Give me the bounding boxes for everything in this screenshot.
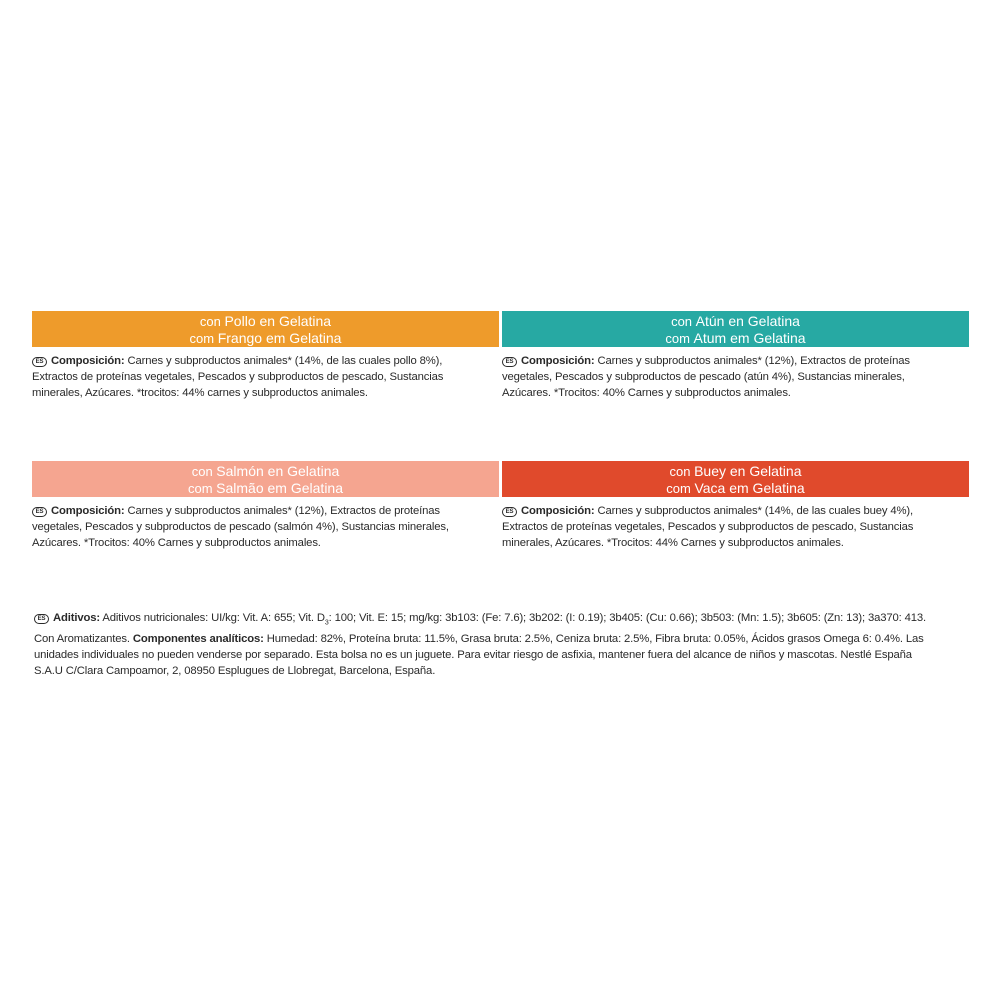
composition-text: vegetales, Pescados y subproductos de pescado (salmón 4%), Sustancias minerales, xyxy=(32,521,449,533)
additives-text: 11.5%, Grasa bruta: 2.5%, Ceniza bruta: 2.5%, Fibra bruta: 0.05%, Ácidos grasos Omega 6: 0.4%. Las xyxy=(421,633,924,646)
banner-title-pt: Frango em Gelatina xyxy=(217,330,342,346)
additives-text: 3 xyxy=(324,619,329,627)
additives-label: Componentes analíticos: xyxy=(132,633,264,646)
es-language-icon: ES xyxy=(34,614,49,624)
additives-block xyxy=(34,610,970,679)
composition-label: Composición: xyxy=(521,355,595,367)
banner-title-es: Atún en Gelatina xyxy=(695,313,800,329)
banner-title-pt: Vaca em Gelatina xyxy=(694,480,805,496)
panel-buey xyxy=(502,461,969,551)
banner-prefix: con xyxy=(191,464,217,479)
additives-text: Humedad: 82%, xyxy=(263,633,349,646)
composition-text: Carnes y subproductos animales* (12%), Extractos de proteínas xyxy=(124,505,440,517)
composition-line xyxy=(32,503,499,519)
composition-text: minerales, Azúcares. *trocitos: 44% carnes y subproductos animales. xyxy=(32,387,368,399)
additives-text: Aditivos nutricionales: UI/kg: Vit. A: 655; Vit. D xyxy=(99,612,325,624)
composition-line xyxy=(502,503,969,519)
banner-prefix: con xyxy=(671,314,696,329)
panel-atun xyxy=(502,311,969,401)
composition-text: vegetales, Pescados y subproductos de pescado (atún 4%), Sustancias minerales, xyxy=(502,371,905,383)
banner-atun xyxy=(502,311,969,347)
banner-prefix: com xyxy=(666,481,695,496)
composition-label: Composición: xyxy=(51,505,125,517)
composition-line xyxy=(32,369,499,385)
additives-text: Con Aromatizantes. xyxy=(34,633,133,646)
additives-text: Proteína bruta: xyxy=(348,633,422,646)
composition-line xyxy=(32,519,499,535)
composition-line xyxy=(502,385,969,401)
banner-buey xyxy=(502,461,969,497)
banner-title-es: Salmón en Gelatina xyxy=(216,463,340,479)
banner-prefix: con xyxy=(669,464,695,479)
composition-salmon xyxy=(32,503,499,551)
banner-title-pt: Salmão em Gelatina xyxy=(216,480,343,496)
additives-line-2 xyxy=(34,631,970,647)
banner-title-es: Pollo en Gelatina xyxy=(224,313,332,329)
banner-prefix: com xyxy=(189,331,218,346)
additives-label: Aditivos: xyxy=(53,612,100,624)
banner-title-pt: Atum em Gelatina xyxy=(693,330,806,346)
composition-line xyxy=(32,353,499,369)
panel-salmon xyxy=(32,461,499,551)
composition-text: Extractos de proteínas vegetales, Pescados y subproductos de pescado, Sustancias xyxy=(502,521,914,533)
composition-line xyxy=(502,353,969,369)
composition-text: minerales, Azúcares. *Trocitos: 44% Carnes y subproductos animales. xyxy=(502,537,844,549)
composition-label: Composición: xyxy=(51,355,125,367)
composition-line xyxy=(502,519,969,535)
composition-line xyxy=(32,385,499,401)
composition-atun xyxy=(502,353,969,401)
additives-line-1 xyxy=(34,610,970,631)
banner-prefix: com xyxy=(665,331,694,346)
es-language-icon: ES xyxy=(502,507,517,517)
panel-pollo xyxy=(32,311,499,401)
composition-pollo xyxy=(32,353,499,401)
composition-text: Carnes y subproductos animales* (14%, de las cuales buey 4%), xyxy=(594,505,913,517)
banner-salmon xyxy=(32,461,499,497)
additives-text: : 100; Vit. E: 15; mg/kg: 3b103: (Fe: 7.6); 3b202: (I: 0.19); 3b405: (Cu: 0.66); 3b503: (Mn: 1.5); 3b605: (Zn: 13); 3a370: 413. xyxy=(328,612,927,624)
composition-text: Azúcares. *Trocitos: 40% Carnes y subproductos animales. xyxy=(32,537,321,549)
composition-text: Azúcares. *Trocitos: 40% Carnes y subproductos animales. xyxy=(502,387,791,399)
banner-title-es: Buey en Gelatina xyxy=(694,463,802,479)
banner-pollo xyxy=(32,311,499,347)
additives-line-3: unidades individuales no pueden venderse por separado. Esta bolsa no es un juguete. Para evitar riesgo de asfixia, mantener fuera del alcance de niños y mascotas. Nestlé España xyxy=(34,649,912,662)
es-language-icon: ES xyxy=(32,357,47,367)
es-language-icon: ES xyxy=(32,507,47,517)
composition-line xyxy=(502,535,969,551)
banner-prefix: com xyxy=(187,481,217,496)
composition-label: Composición: xyxy=(521,505,595,517)
composition-buey xyxy=(502,503,969,551)
banner-prefix: con xyxy=(199,314,225,329)
composition-text: Extractos de proteínas vegetales, Pescados y subproductos de pescado, Sustancias xyxy=(32,371,444,383)
composition-text: Carnes y subproductos animales* (14%, de las cuales pollo 8%), xyxy=(124,355,443,367)
composition-line xyxy=(32,535,499,551)
additives-line-4: S.A.U C/Clara Campoamor, 2, 08950 Esplugues de Llobregat, Barcelona, España. xyxy=(34,665,436,678)
composition-text: Carnes y subproductos animales* (12%), Extractos de proteínas xyxy=(594,355,910,367)
es-language-icon: ES xyxy=(502,357,517,367)
composition-line xyxy=(502,369,969,385)
